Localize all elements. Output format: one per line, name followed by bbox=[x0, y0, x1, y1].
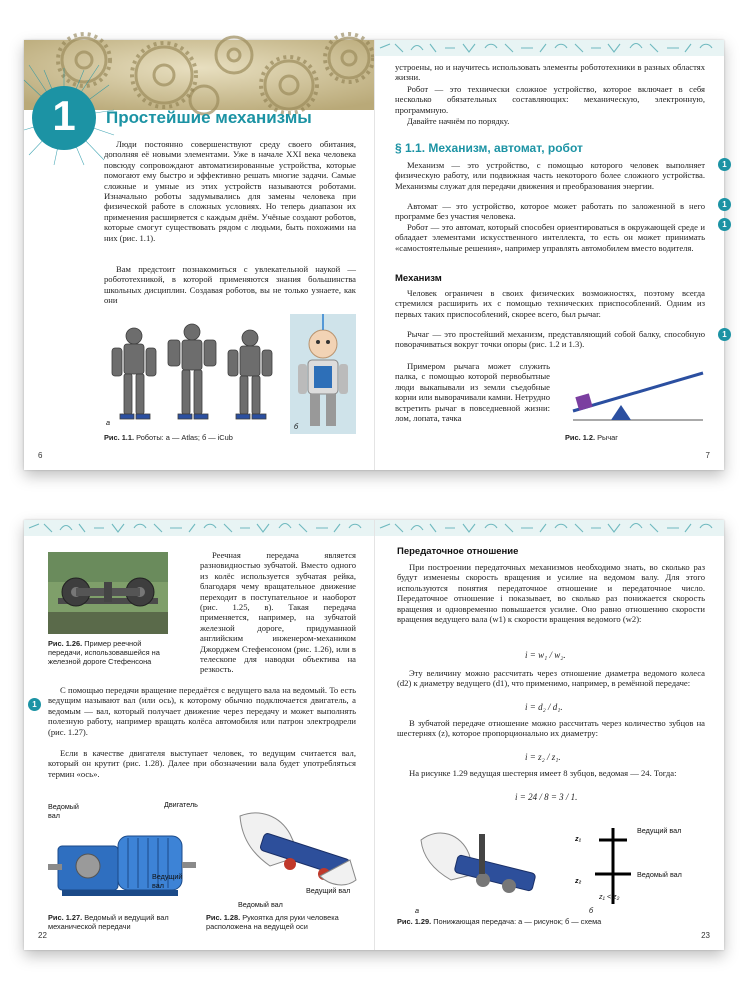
lever-image bbox=[563, 365, 713, 435]
page-number-22: 22 bbox=[38, 931, 47, 940]
fig-1-2-caption bbox=[565, 433, 618, 442]
page-7 bbox=[374, 40, 727, 470]
teeth-paragraph: В зубчатой передаче отношение можно рассчитать через количество зубцов на шестернях (z), которое пропорционально их диаметру: bbox=[397, 718, 705, 739]
fig-1-28-caption-text: Рукоятка для руки человека расположена на ведущей оси bbox=[206, 913, 339, 931]
fig-label-b-1-29: б bbox=[589, 906, 594, 915]
sidebar-marker-1: 1 bbox=[718, 158, 731, 171]
formula-1: i = w₁ / w₂. bbox=[525, 650, 566, 660]
section-title: § 1.1. Механизм, автомат, робот bbox=[395, 141, 583, 155]
fig-1-1-caption bbox=[104, 433, 354, 442]
lets-start: Давайте начнём по порядку. bbox=[407, 116, 510, 126]
formula-2: i = d₂ / d₁. bbox=[525, 702, 563, 712]
label-driving-shaft-2: Ведущий вал bbox=[306, 886, 351, 895]
gear-ratio-paragraph: При построении передаточных механизмов необходимо знать, во сколько раз будут изменены скорость вращения и усилие на ведомом валу. Для этого используются понятия передаточное отношение и передаточное число. Передаточное отношение i показывает, во сколько раз понижается скорость вращения и одновременно повышается усилие. Оно равно отношению скорости вращения ведущего вала (w1) к скорости вращения ведомого (w2): bbox=[397, 562, 705, 625]
page-23 bbox=[374, 520, 724, 950]
formula-4: i = 24 / 8 = 3 / 1. bbox=[515, 792, 578, 802]
fig-1-28-caption bbox=[206, 913, 360, 931]
fig-1-29-caption bbox=[397, 917, 697, 926]
page-number-7: 7 bbox=[705, 451, 710, 460]
spread-pages-6-7 bbox=[24, 40, 727, 470]
fig-1-29-caption-text: Понижающая передача: а — рисунок; б — схема bbox=[433, 917, 602, 926]
fig-1-2-caption-num: Рис. 1.2. bbox=[565, 433, 596, 442]
diameter-paragraph: Эту величину можно рассчитать через отношение диаметра ведомого колеса (d2) к диаметру ведущего (d1), что применимо, например, в ремённой передаче: bbox=[397, 668, 705, 689]
fig-label-a: а bbox=[106, 418, 110, 427]
label-driving-shaft-3: Ведущий вал bbox=[637, 826, 682, 835]
fig-1-1-caption-num: Рис. 1.1. bbox=[104, 433, 135, 442]
atlas-robots-image bbox=[102, 318, 282, 428]
gear-motor-image bbox=[48, 806, 198, 906]
tools-pattern-icon bbox=[375, 40, 725, 56]
robot-definition-2: Робот — это автомат, который способен ориентироваться в окружающей среде и обладает элементами искусственного интеллекта, то есть он может принимать «самостоятельные решения», например управлять автомобилем вместо водителя. bbox=[395, 222, 705, 253]
fig-1-28-caption-num: Рис. 1.28. bbox=[206, 913, 241, 922]
reduction-gear-image bbox=[411, 820, 541, 910]
fig-1-1-caption-text: Роботы: а — Atlas; б — iCub bbox=[136, 433, 233, 442]
hand-crank-image bbox=[220, 806, 360, 896]
subhead-mechanism: Механизм bbox=[395, 273, 442, 284]
sidebar-marker-5: 1 bbox=[28, 698, 41, 711]
icub-robot-image bbox=[290, 314, 356, 434]
fig-1-27-caption bbox=[48, 913, 198, 931]
spread-pages-22-23 bbox=[24, 520, 724, 950]
label-motor: Двигатель bbox=[164, 800, 198, 809]
tools-pattern-band bbox=[375, 40, 724, 56]
label-driven-shaft-1: Ведомый вал bbox=[48, 802, 79, 820]
label-z2: z₂ bbox=[575, 876, 582, 885]
label-driven-shaft-3: Ведомый вал bbox=[637, 870, 682, 879]
label-driving-shaft-1: Ведущий вал bbox=[152, 872, 183, 890]
lever-example: Примером рычага может служить палка, с помощью которой первобытные люди выкапывали из земли съедобные корни или выворачивали камни. Нетрудно встретить рычаг в повседневной жизни: лом, лопата, тачка bbox=[395, 361, 550, 424]
top-continuation: устроены, но и научитесь использовать элементы робототехники в разных областях жизни. bbox=[395, 62, 705, 83]
lever-definition: Рычаг — это простейший механизм, представляющий собой балку, способную поворачиваться вокруг точки опоры (рис. 1.2 и 1.3). bbox=[395, 329, 705, 350]
chapter-number: 1 bbox=[52, 92, 76, 139]
stephenson-railway-image bbox=[48, 552, 168, 634]
fig-1-27-caption-num: Рис. 1.27. bbox=[48, 913, 83, 922]
human-driver-paragraph: Если в качестве двигателя выступает человек, то ведущим считается вал, который он крутит (рис. 1.28). Далее при обозначении вала будет употребляться термин «ось». bbox=[48, 748, 356, 779]
fig-1-29-caption-num: Рис. 1.29. bbox=[397, 917, 432, 926]
fig-1-26-caption-num: Рис. 1.26. bbox=[48, 639, 83, 648]
fig-1-27-caption-text: Ведомый и ведущий вал механической передачи bbox=[48, 913, 169, 931]
fig-1-2-caption-text: Рычаг bbox=[597, 433, 618, 442]
tools-pattern-icon bbox=[375, 520, 725, 536]
sidebar-marker-2: 1 bbox=[718, 198, 731, 211]
page-22 bbox=[24, 520, 374, 950]
fig-label-b: б bbox=[294, 422, 299, 431]
fig-1-26-caption bbox=[48, 639, 172, 666]
shaft-paragraph: С помощью передачи вращение передаётся с ведущего вала на ведомый. То есть ведущим называют вал (или ось), к которому обычно подключается двигатель, а ведомым — вал, который получает движение через передачу и может выполнять полезную работу, например вращать колёса автомобиля или патрон электродрели (рис. 1.27). bbox=[48, 685, 356, 737]
tools-pattern-band bbox=[375, 520, 724, 536]
page-number-23: 23 bbox=[701, 931, 710, 940]
intro-paragraph: Люди постоянно совершенствуют среду своего обитания, дополняя её новыми элементами. Уже в начале XXI века человека повсюду сопровождают автоматизированные устройства, которые помогают ему быстро и эффективно решать многие задачи. Самые сложные и умные из этих устройств называются роботами. Изначально роботы задумывались для замены человека при физической работе в сложных условиях. Но теперь диапазон их применения расширяется с каждым днём. Учёные создают роботов, которые смогут существовать рядом с людьми, быть похожими на них (рис. 1.1). bbox=[104, 139, 356, 243]
label-z1: z₁ bbox=[575, 834, 582, 843]
page-number-6: 6 bbox=[38, 451, 43, 460]
fig-1-26-caption-text: Пример реечной передачи, использовавшейся на железной дороге Стефенсона bbox=[48, 639, 160, 666]
chapter-title: Простейшие механизмы bbox=[106, 108, 312, 127]
formula-3: i = z₂ / z₁. bbox=[525, 752, 561, 762]
rack-gear-paragraph: Реечная передача является разновидностью зубчатой. Вместо одного из колёс используется зубчатая рейка, благодаря чему вращательное движение переходит в поступательное и наоборот (рис. 1.25, в). Такая передача применяется, например, на зубчатой железной дороге, придуманной английским инженером-механиком Джорджем Стефенсоном (рис. 1.26), или в телескопе для наводки объектива на резкость. bbox=[200, 550, 356, 675]
tools-pattern-band bbox=[24, 520, 374, 536]
tools-pattern-icon bbox=[24, 520, 374, 536]
fig-label-a-1-29: а bbox=[415, 906, 419, 915]
page-6 bbox=[24, 40, 374, 470]
mechanism-definition: Механизм — это устройство, с помощью которого человек выполняет физическую работу, или подвижная часть некоторого более сложного устройства. Механизмы служат для передачи движения и преобразования энергии. bbox=[395, 160, 705, 191]
sidebar-marker-4: 1 bbox=[718, 328, 731, 341]
label-driven-shaft-2: Ведомый вал bbox=[238, 900, 283, 909]
robot-definition: Робот — это технически сложное устройство, которое включает в себя несколько обязательных составляющих: механическую, электронную, программную. bbox=[395, 84, 705, 115]
automat-definition: Автомат — это устройство, которое может работать по заложенной в него программе без участия человека. bbox=[395, 201, 705, 222]
label-inequality: z₁ < z₂ bbox=[599, 892, 620, 901]
sidebar-marker-3: 1 bbox=[718, 218, 731, 231]
figure-ref-paragraph: На рисунке 1.29 ведущая шестерня имеет 8 зубцов, ведомая — 24. Тогда: bbox=[409, 768, 677, 778]
robotics-paragraph: Вам предстоит познакомиться с увлекательной наукой — робототехникой, в которой применяются знания большинства школьных дисциплин. Создавая роботов, вы не только узнаете, как они bbox=[104, 264, 356, 306]
subhead-gear-ratio: Передаточное отношение bbox=[397, 546, 519, 557]
human-limited-paragraph: Человек ограничен в своих физических возможностях, поэтому всегда стремился расширить их с помощью технических приспособлений. Одним из первых таких приспособлений, скорее всего, был рычаг. bbox=[395, 288, 705, 319]
